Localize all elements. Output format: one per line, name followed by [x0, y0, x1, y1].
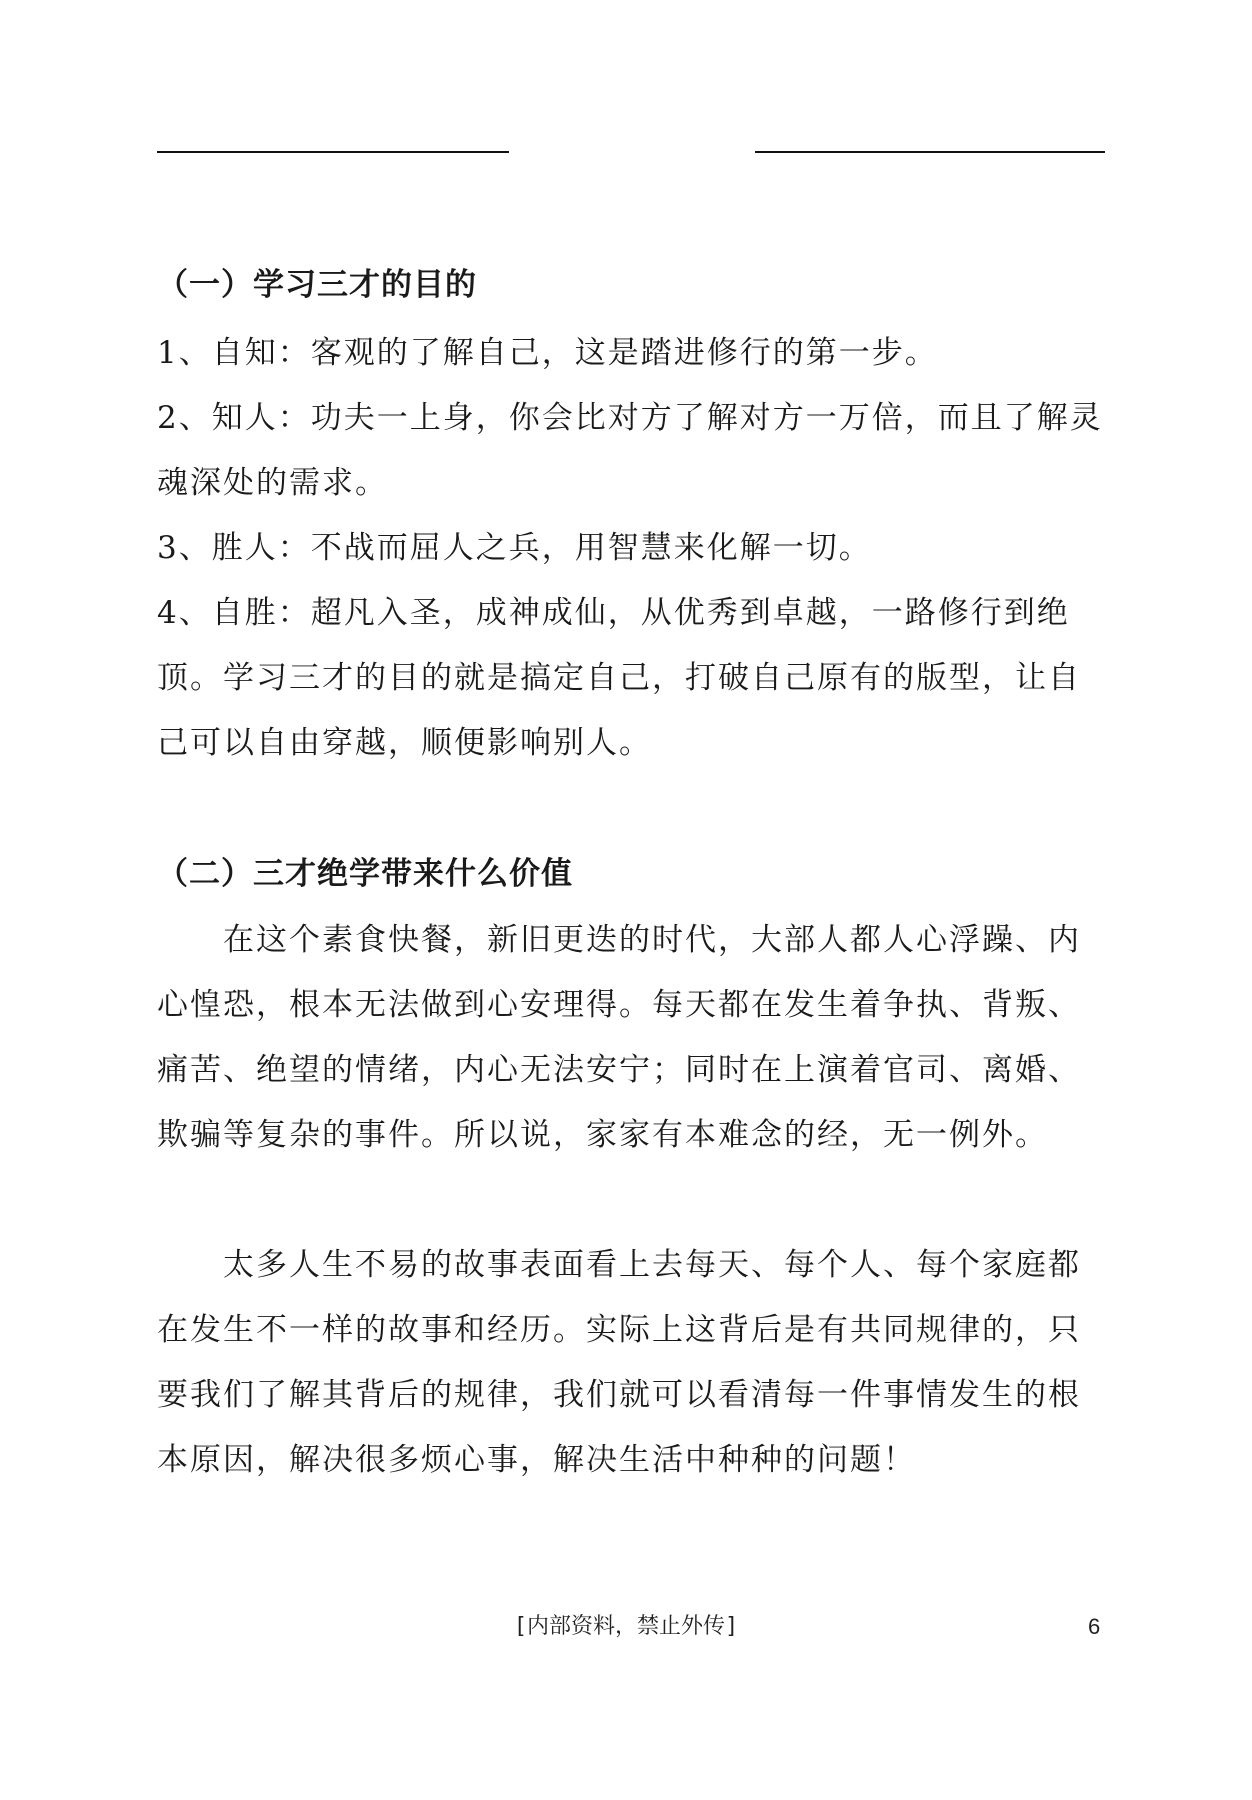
list-item-self-mastery: 4、自胜：超凡入圣，成神成仙，从优秀到卓越，一路修行到绝顶。学习三才的目的就是搞定自己，打破自己原有的版型，让自己可以自由穿越，顺便影响别人。 [157, 595, 1081, 761]
section-heading-value: （二）三才绝学带来什么价值 [157, 856, 573, 892]
body-paragraph-2: 太多人生不易的故事表面看上去每天、每个人、每个家庭都在发生不一样的故事和经历。实际上这背后是有共同规律的，只要我们了解其背后的规律，我们就可以看清每一件事情发生的根本原因，解决很多烦心事，解决生活中种种的问题！ [157, 1247, 1081, 1478]
list-item-knowing-others: 2、知人：功夫一上身，你会比对方了解对方一万倍，而且了解灵魂深处的需求。 [157, 400, 1103, 501]
header-rule-left [157, 151, 509, 153]
header-rule-right [755, 151, 1105, 153]
body-paragraph-1: 在这个素食快餐，新旧更迭的时代，大部人都人心浮躁、内心惶恐，根本无法做到心安理得。每天都在发生着争执、背叛、痛苦、绝望的情绪，内心无法安宁；同时在上演着官司、离婚、欺骗等复杂的事件。所以说，家家有本难念的经，无一例外。 [157, 922, 1081, 1153]
list-item-overcoming-others: 3、胜人：不战而屈人之兵，用智慧来化解一切。 [157, 530, 872, 566]
footer-notice: [内部资料，禁止外传] [513, 1614, 739, 1639]
section-heading-purpose: （一）学习三才的目的 [157, 267, 477, 303]
page-number: 6 [1088, 1614, 1101, 1639]
list-item-self-knowledge: 1、自知：客观的了解自己，这是踏进修行的第一步。 [157, 335, 938, 371]
